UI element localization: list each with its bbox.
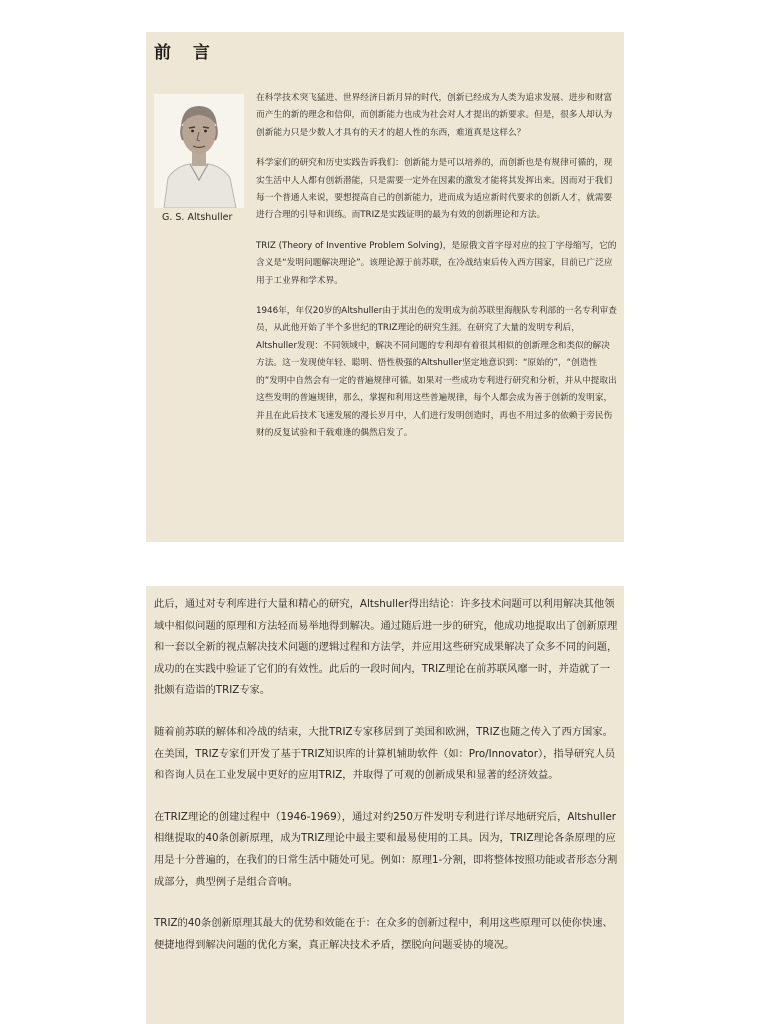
paragraph: 随着前苏联的解体和冷战的结束，大批TRIZ专家移居到了美国和欧洲，TRIZ也随之传入了西方国家。在美国，TRIZ专家们开发了基于TRIZ知识库的计算机辅助软件（如：Pro/Innovator），指导研究人员和咨询人员在工业发展中更好的应用TRIZ，并取得了可观的创新成果和显著的经济效益。 bbox=[154, 725, 616, 782]
portrait-illustration bbox=[154, 94, 244, 208]
page-title: 前 言 bbox=[154, 43, 218, 63]
portrait-photo bbox=[154, 94, 244, 208]
scanned-page-2 bbox=[146, 586, 624, 1024]
paragraph: TRIZ的40条创新原理其最大的优势和效能在于：在众多的创新过程中，利用这些原理可以使你快速、便捷地得到解决问题的优化方案，真正解决技术矛盾，摆脱向问题妥协的境况。 bbox=[154, 917, 613, 951]
paragraph: 在科学技术突飞猛进、世界经济日新月异的时代，创新已经成为人类为追求发展、进步和财富而产生的新的理念和信仰，而创新能力也成为社会对人才提出的新要求。但是，很多人却认为创新能力只是少数人才具有的天才的超人性的东西，难道真是这样么？ bbox=[256, 93, 613, 138]
paragraph: 在TRIZ理论的创建过程中（1946-1969），通过对约250万件发明专利进行详尽地研究后，Altshuller相继提取的40条创新原理，成为TRIZ理论中最主要和最易使用的工具。因为，TRIZ理论各条原理的应用是十分普遍的，在我们的日常生活中随处可见。例如：原理1-分割，即将整体按照功能或者形态分割成部分，典型例子是组合音响。 bbox=[154, 810, 618, 888]
page1-body bbox=[256, 90, 618, 455]
portrait-caption: G. S. Altshuller bbox=[162, 212, 233, 223]
paragraph: 1946年，年仅20岁的Altshuller由于其出色的发明成为前苏联里海舰队专利部的一名专利审查员，从此他开始了半个多世纪的TRIZ理论的研究生涯。在研究了大量的发明专利后，Altshuller发现：不同领域中，解决不同问题的专利却有着很其相似的创新理念和类似的解决方法。这一发现使年轻、聪明、悟性极强的Altshuller坚定地意识到：“原始的”，“创造性的”发明中自然会有一定的普遍规律可循。如果对一些成功专利进行研究和分析，并从中提取出这些发明的普遍规律，那么，掌握和利用这些普遍规律，每个人都会成为善于创新的发明家，并且在此后技术飞速发展的漫长岁月中，人们进行发明创造时，再也不用过多的依赖于旁民伤财的反复试验和千载难逢的偶然启发了。 bbox=[256, 306, 617, 438]
paragraph: TRIZ (Theory of Inventive Problem Solving)，是原俄文首字母对应的拉丁字母缩写，它的含义是“发明问题解决理论”。该理论源于前苏联，在冷战结束后传入西方国家，目前已广泛应用于工业界和学术界。 bbox=[256, 240, 617, 286]
paragraph: 科学家们的研究和历史实践告诉我们：创新能力是可以培养的，而创新也是有规律可循的，现实生活中人人都有创新潜能，只是需要一定外在因素的激发才能将其发挥出来。因而对于我们每一个普通人来说，要想提高自己的创新能力，进而成为适应新时代要求的创新人才，就需要进行合理的引导和训练。而TRIZ是实践证明的最为有效的创新理论和方法。 bbox=[256, 158, 613, 221]
page2-body bbox=[154, 594, 620, 976]
scanned-page-1 bbox=[146, 32, 624, 542]
paragraph: 此后，通过对专利库进行大量和精心的研究，Altshuller得出结论：许多技术问题可以利用解决其他领域中相似问题的原理和方法轻而易举地得到解决。通过随后进一步的研究，他成功地提取出了创新原理和一套以全新的视点解决技术问题的逻辑过程和方法学，并应用这些研究成果解决了众多不同的问题，成功的在实践中验证了它们的有效性。此后的一段时间内，TRIZ理论在前苏联风靡一时，并造就了一批颇有造诣的TRIZ专家。 bbox=[154, 598, 618, 697]
